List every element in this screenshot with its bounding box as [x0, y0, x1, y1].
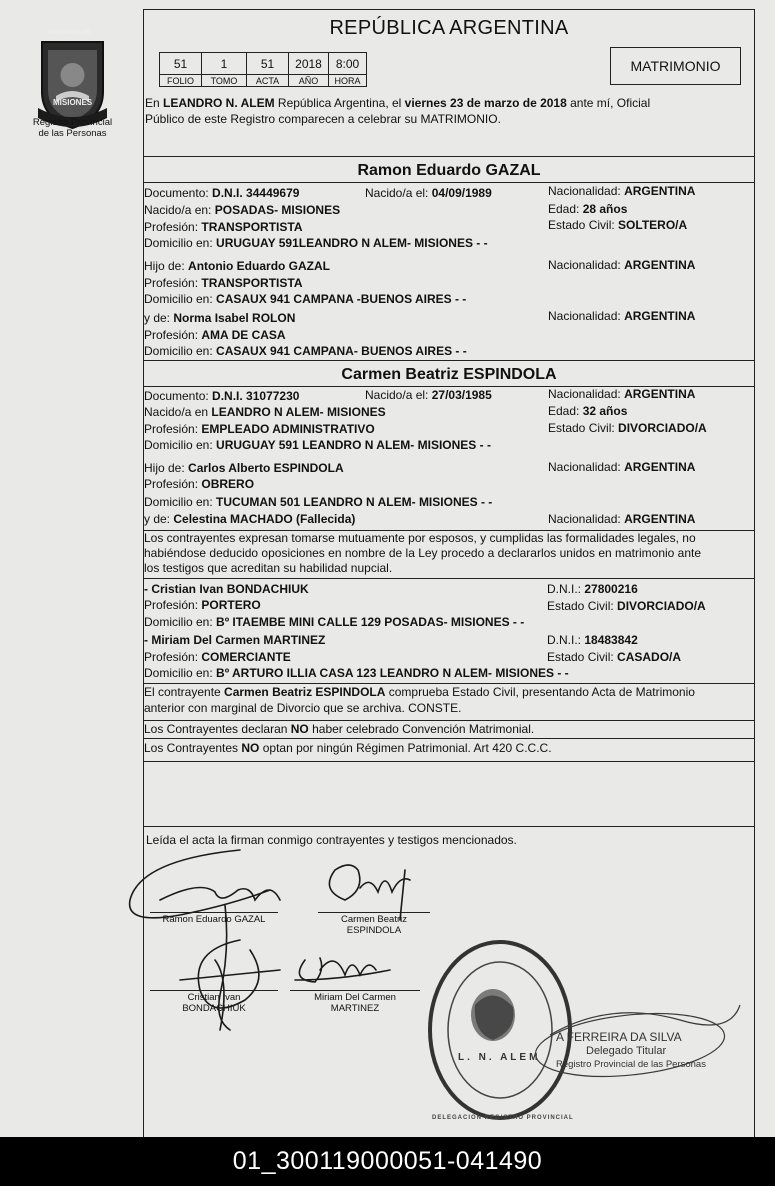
groom-birthdate: Nacido/a el: 04/09/1989	[365, 186, 492, 200]
groom-document: Documento: D.N.I. 34449679	[144, 186, 300, 200]
tomo-label: TOMO	[202, 75, 247, 87]
groom-mother: y de: Norma Isabel ROLON	[144, 311, 296, 325]
declaration-line-3: los testigos que acreditan su habilidad nupcial.	[144, 561, 393, 575]
bride-signature-stroke	[329, 865, 410, 920]
groom-mother-nationality: Nacionalidad: ARGENTINA	[548, 309, 696, 323]
groom-profession: Profesión: TRANSPORTISTA	[144, 220, 303, 234]
bride-father-profession: Profesión: OBRERO	[144, 477, 255, 491]
hour-value: 8:00	[329, 53, 367, 75]
handwritten-signatures	[120, 830, 440, 1040]
groom-father-nationality: Nacionalidad: ARGENTINA	[548, 258, 696, 272]
document-identifier-bar	[0, 1137, 775, 1186]
bride-address: Domicilio en: URUGUAY 591 LEANDRO N ALEM- MISIONES - -	[144, 438, 491, 452]
divider	[143, 826, 755, 827]
registry-caption-line2: de las Personas	[38, 128, 107, 139]
groom-nationality: Nacionalidad: ARGENTINA	[548, 184, 696, 198]
witness-1-dni: D.N.I.: 27800216	[547, 582, 638, 596]
groom-signature-label: Ramon Eduardo GAZAL	[162, 914, 266, 925]
folio-label: FOLIO	[160, 75, 202, 87]
groom-age: Edad: 28 años	[548, 202, 628, 216]
bride-father-address: Domicilio en: TUCUMAN 501 LEANDRO N ALEM- MISIONES - -	[144, 495, 493, 509]
record-grid	[159, 52, 367, 87]
divider	[143, 683, 755, 684]
bride-name-heading: Carmen Beatriz ESPINDOLA	[341, 366, 557, 383]
folio-value: 51	[160, 53, 202, 75]
witness-2-signature-stroke	[295, 958, 390, 982]
bride-father: Hijo de: Carlos Alberto ESPINDOLA	[144, 461, 344, 475]
groom-address: Domicilio en: URUGUAY 591LEANDRO N ALEM- MISIONES - -	[144, 236, 488, 250]
witness-2-name: - Miriam Del Carmen MARTINEZ	[144, 633, 326, 647]
closing-line: Leída el acta la firman conmigo contrayentes y testigos mencionados.	[146, 833, 517, 847]
bride-mother: y de: Celestina MACHADO (Fallecida)	[144, 512, 356, 526]
witness-1-signature-label: Cristian Ivan BONDACHIUK	[182, 992, 246, 1014]
divider	[143, 720, 755, 721]
witness-1-profession: Profesión: PORTERO	[144, 598, 261, 612]
divider	[143, 360, 755, 361]
acta-label: ACTA	[247, 75, 289, 87]
intro-line-1: En LEANDRO N. ALEM República Argentina, el viernes 23 de marzo de 2018 ante mí, Oficial	[145, 96, 651, 110]
stamp-place: L. N. ALEM	[458, 1052, 541, 1063]
intro-line-2: Público de este Registro comparecen a celebrar su MATRIMONIO.	[145, 112, 501, 126]
convention-line: Los Contrayentes declaran NO haber celebrado Convención Matrimonial.	[144, 722, 535, 736]
groom-civil-status: Estado Civil: SOLTERO/A	[548, 218, 688, 232]
groom-signature-stroke	[130, 850, 280, 1030]
bride-civil-status: Estado Civil: DIVORCIADO/A	[548, 421, 707, 435]
tomo-value: 1	[202, 53, 247, 75]
note-line-1: El contrayente Carmen Beatriz ESPINDOLA comprueba Estado Civil, presentando Acta de Matrimonio	[144, 685, 695, 699]
document-identifier: 01_300119000051-041490	[232, 1147, 543, 1175]
divider	[143, 738, 755, 739]
emblem-bottom-text: MISIONES	[53, 98, 93, 107]
groom-father-profession: Profesión: TRANSPORTISTA	[144, 276, 303, 290]
acta-value: 51	[247, 53, 289, 75]
groom-mother-address: Domicilio en: CASAUX 941 CAMPANA- BUENOS AIRES - -	[144, 344, 467, 358]
divider	[143, 578, 755, 579]
emblem-top-text: PROVINCIA DE	[48, 30, 92, 36]
groom-birthplace: Nacido/a en: POSADAS- MISIONES	[144, 203, 341, 217]
act-kind-box	[610, 47, 741, 85]
witness-2-address: Domicilio en: Bº ARTURO ILLIA CASA 123 LEANDRO N ALEM- MISIONES - -	[144, 666, 569, 680]
witness-1-address: Domicilio en: Bº ITAEMBE MINI CALLE 129 POSADAS- MISIONES - -	[144, 615, 525, 629]
bride-profession: Profesión: EMPLEADO ADMINISTRATIVO	[144, 422, 375, 436]
note-line-2: anterior con marginal de Divorcio que se archiva. CONSTE.	[144, 701, 462, 715]
witness-1-signature-stroke	[180, 940, 280, 1030]
bride-birthplace: Nacido/a en LEANDRO N ALEM- MISIONES	[144, 405, 386, 419]
witness-2-signature-label: Miriam Del Carmen MARTINEZ	[314, 992, 396, 1014]
witness-2-dni: D.N.I.: 18483842	[547, 633, 638, 647]
stamp-text: DELEGACION REGISTRO PROVINCIAL	[432, 1115, 574, 1121]
bride-birthdate: Nacido/a el: 27/03/1985	[365, 388, 492, 402]
act-kind: MATRIMONIO	[630, 58, 721, 74]
witness-1-name: - Cristian Ivan BONDACHIUK	[144, 582, 309, 596]
divider	[143, 156, 755, 157]
official-name: A FERREIRA DA SILVA	[556, 1030, 682, 1044]
witness-1-civil-status: Estado Civil: DIVORCIADO/A	[547, 599, 706, 613]
witness-2-civil-status: Estado Civil: CASADO/A	[547, 650, 682, 664]
bride-mother-nationality: Nacionalidad: ARGENTINA	[548, 512, 696, 526]
year-label: AÑO	[289, 75, 329, 87]
divider	[143, 182, 755, 183]
year-value: 2018	[289, 53, 329, 75]
groom-mother-profession: Profesión: AMA DE CASA	[144, 328, 286, 342]
regime-line: Los Contrayentes NO optan por ningún Régimen Patrimonial. Art 420 C.C.C.	[144, 741, 552, 755]
bride-signature-label: Carmen Beatriz ESPINDOLA	[341, 914, 407, 936]
hour-label: HORA	[329, 75, 367, 87]
declaration-line-2: habiéndose deducido oposiciones en nombre de la Ley procedo a declararlos unidos en matrimonio ante	[144, 546, 702, 560]
divider	[143, 761, 755, 762]
official-block	[556, 1030, 706, 1072]
registry-caption-line1: Registro Provincial	[32, 117, 113, 128]
groom-father: Hijo de: Antonio Eduardo GAZAL	[144, 259, 331, 273]
registry-caption	[20, 117, 125, 139]
document-title: REPÚBLICA ARGENTINA	[329, 17, 569, 39]
groom-father-address: Domicilio en: CASAUX 941 CAMPANA -BUENOS AIRES - -	[144, 292, 467, 306]
groom-name-heading: Ramon Eduardo GAZAL	[357, 162, 541, 179]
bride-father-nationality: Nacionalidad: ARGENTINA	[548, 460, 696, 474]
bride-age: Edad: 32 años	[548, 404, 628, 418]
bride-nationality: Nacionalidad: ARGENTINA	[548, 387, 696, 401]
declaration-line-1: Los contrayentes expresan tomarse mutuamente por esposos, y cumplidas las formalidades legales, no	[144, 531, 696, 545]
witness-2-profession: Profesión: COMERCIANTE	[144, 650, 291, 664]
official-title: Delegado Titular	[586, 1045, 667, 1057]
official-office: Registro Provincial de las Personas	[556, 1059, 706, 1070]
bride-document: Documento: D.N.I. 31077230	[144, 389, 300, 403]
